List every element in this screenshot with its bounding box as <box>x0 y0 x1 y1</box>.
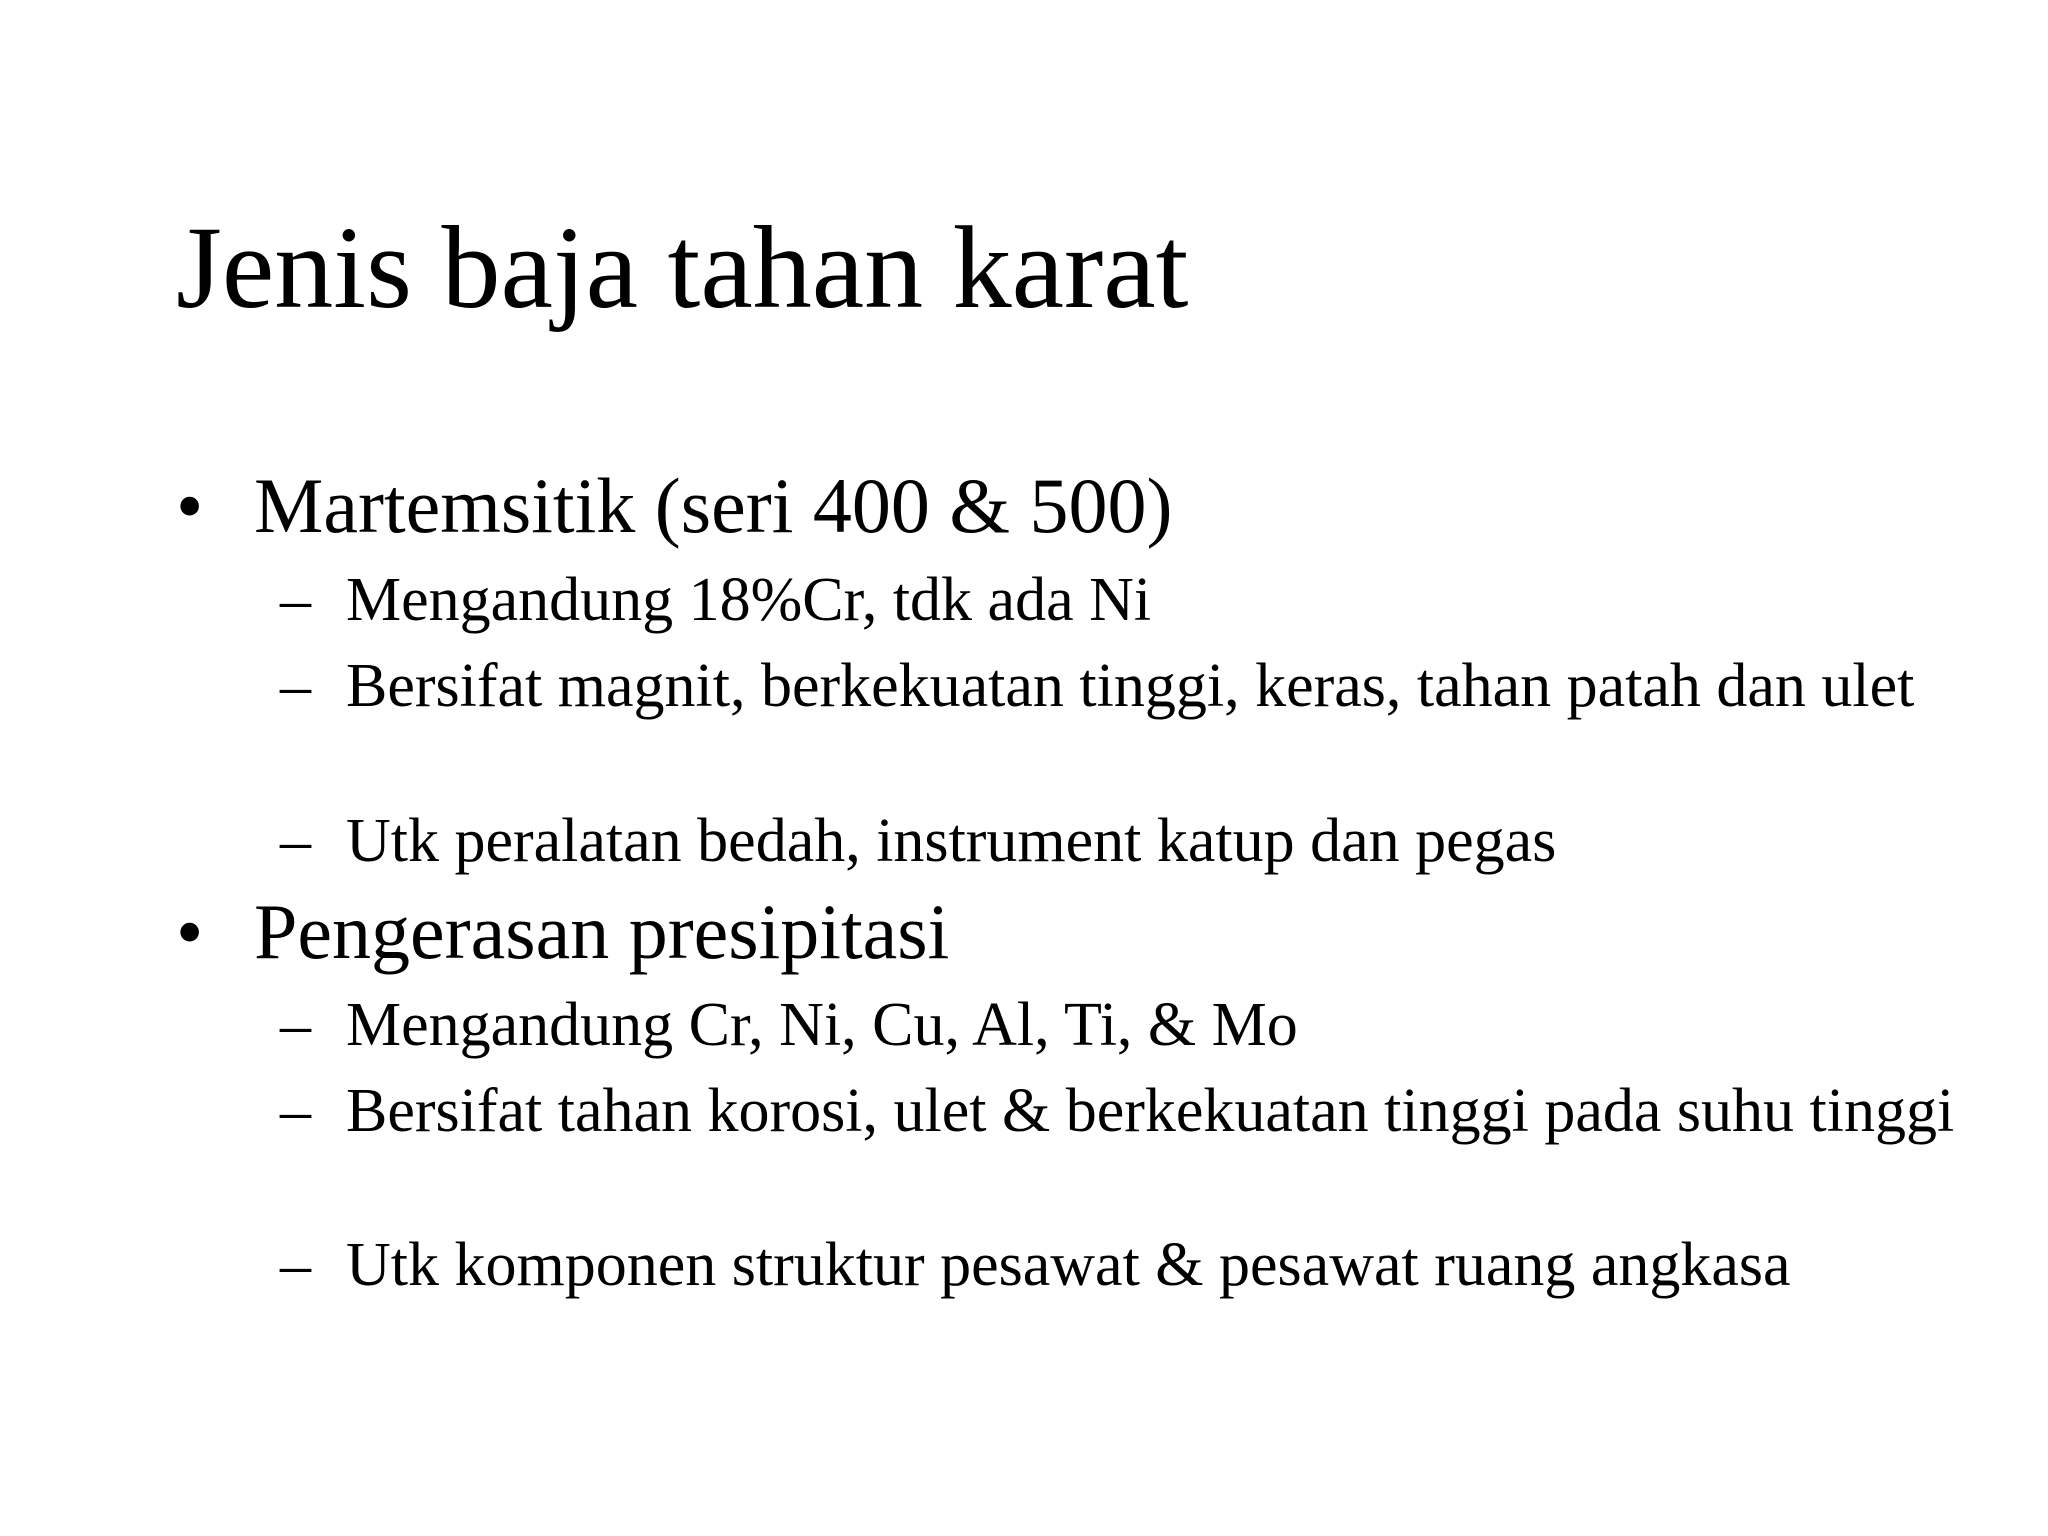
dash-icon: – <box>280 1231 311 1299</box>
bullet-icon: • <box>176 888 204 975</box>
dash-icon: – <box>280 566 311 634</box>
dash-icon: – <box>280 807 311 875</box>
bullet-icon: • <box>176 462 204 549</box>
slide-title: Jenis baja tahan karat <box>176 202 1189 333</box>
dash-icon: – <box>280 652 311 720</box>
section-heading: Pengerasan presipitasi <box>254 888 950 975</box>
list-item: Utk komponen struktur pesawat & pesawat ruang angkasa <box>346 1231 1791 1299</box>
list-item: Bersifat magnit, berkekuatan tinggi, keras, tahan patah dan ulet <box>346 652 1915 720</box>
dash-icon: – <box>280 991 311 1059</box>
section-heading: Martemsitik (seri 400 & 500) <box>254 462 1173 549</box>
list-item: Utk peralatan bedah, instrument katup dan pegas <box>346 807 1557 875</box>
list-item: Mengandung 18%Cr, tdk ada Ni <box>346 566 1152 634</box>
list-item: Mengandung Cr, Ni, Cu, Al, Ti, & Mo <box>346 991 1298 1059</box>
list-item: Bersifat tahan korosi, ulet & berkekuatan tinggi pada suhu tinggi <box>346 1077 1955 1145</box>
dash-icon: – <box>280 1077 311 1145</box>
